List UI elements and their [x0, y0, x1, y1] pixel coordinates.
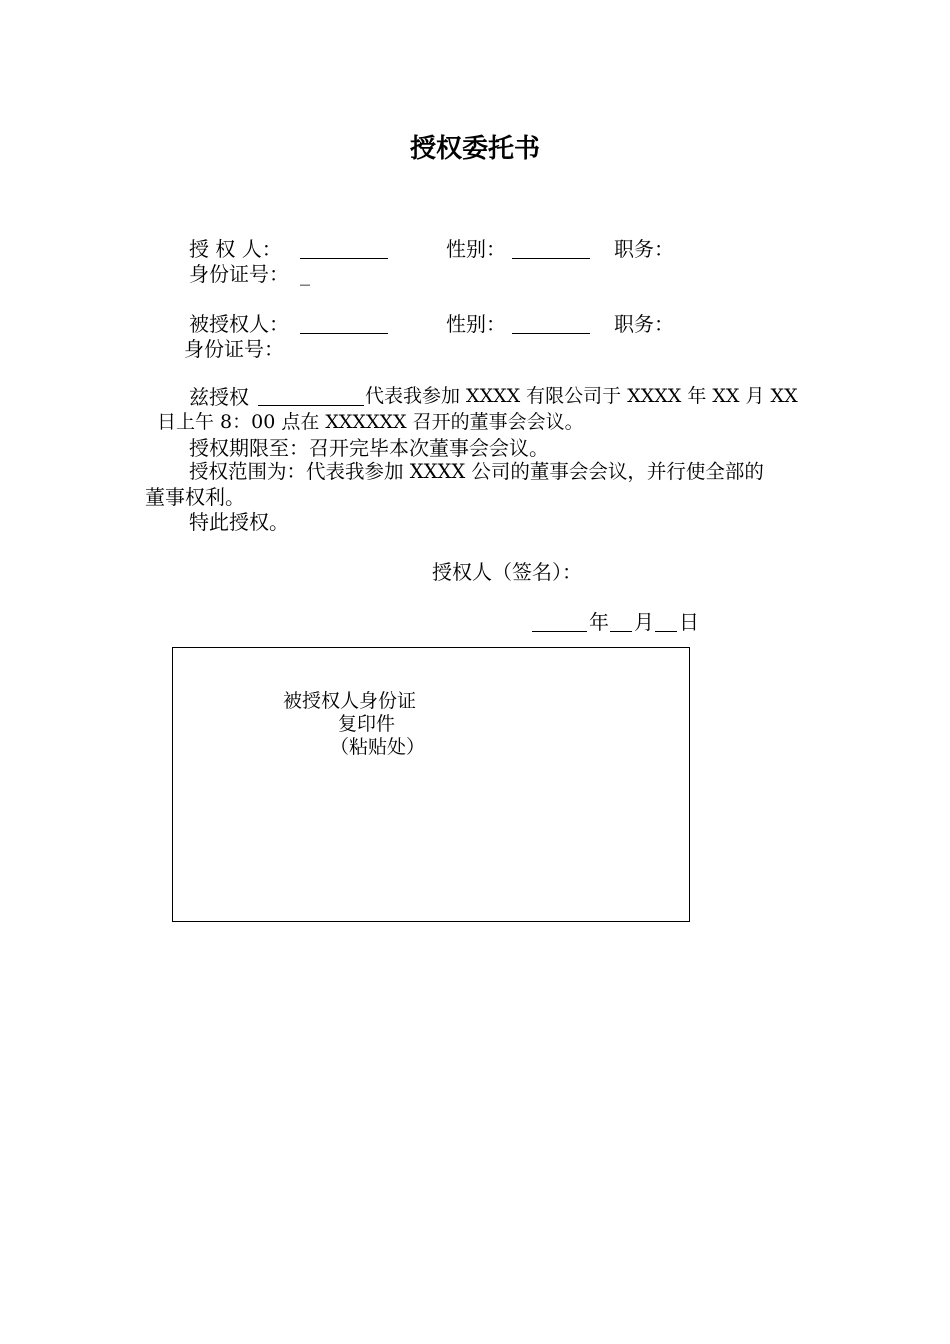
authorized-person-blank[interactable]	[258, 387, 364, 406]
grantor-gender-blank[interactable]	[512, 240, 590, 259]
body-p1-suffix: 代表我参加 XXXX 有限公司于 XXXX 年 XX 月 XX	[365, 385, 798, 407]
day-label: 日	[679, 610, 699, 634]
grantee-gender-label: 性别：	[446, 312, 506, 336]
year-label: 年	[589, 610, 609, 634]
month-blank[interactable]	[610, 613, 632, 632]
document-title: 授权委托书	[409, 134, 540, 164]
id-copy-line2: 复印件	[338, 713, 396, 735]
body-p1-prefix: 兹授权	[189, 385, 249, 409]
grantee-gender-blank[interactable]	[512, 315, 590, 334]
grantee-id-label: 身份证号：	[184, 337, 284, 361]
grantee-name-blank[interactable]	[300, 315, 388, 334]
grantor-name-blank[interactable]	[300, 240, 388, 259]
grantor-id-label: 身份证号：	[189, 262, 289, 286]
grantor-gender-label: 性别：	[446, 237, 506, 261]
grantee-position-label: 职务：	[614, 312, 674, 336]
body-p2: 授权期限至：召开完毕本次董事会会议。	[189, 436, 549, 460]
grantor-name-label: 授 权 人：	[189, 237, 282, 261]
grantee-name-label: 被授权人：	[189, 312, 289, 336]
id-copy-line3: （粘贴处）	[330, 736, 426, 758]
year-blank[interactable]	[532, 613, 587, 632]
body-p3-line2: 董事权利。	[145, 485, 245, 509]
day-blank[interactable]	[655, 613, 677, 632]
body-p1-line2: 日上午 8：00 点在 XXXXXX 召开的董事会会议。	[157, 411, 584, 433]
signature-label: 授权人（签名）：	[432, 560, 582, 584]
id-copy-paste-box	[172, 647, 690, 922]
grantor-position-label: 职务：	[614, 237, 674, 261]
grantor-id-value[interactable]: _	[300, 262, 310, 286]
month-label: 月	[634, 610, 654, 634]
body-p4: 特此授权。	[189, 510, 289, 534]
body-p3-line1: 授权范围为：代表我参加 XXXX 公司的董事会会议，并行使全部的	[189, 460, 764, 483]
id-copy-line1: 被授权人身份证	[283, 690, 417, 712]
